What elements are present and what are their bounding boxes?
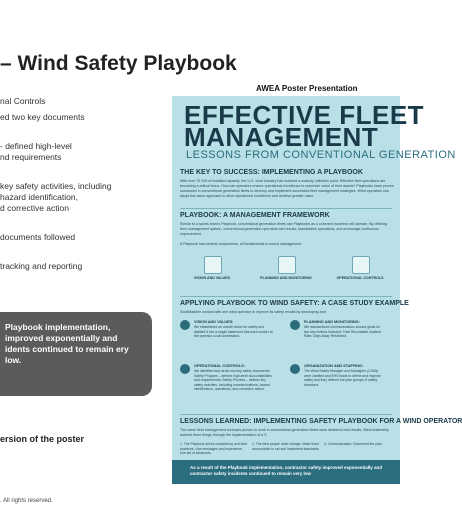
case-item-title: ORGANIZATION AND STAFFING: [304, 364, 364, 368]
case-item-body: The Wind Safety Manager and Managers (CSMs) were clarified and EHS leads to define and improve safety and they defined the plan groups of safety decisions. [304, 369, 382, 387]
divider [180, 296, 392, 297]
bullet-item: key safety activities, including [0, 181, 112, 191]
result-callout [0, 312, 152, 396]
chart-icon [290, 320, 300, 330]
eye-icon [180, 320, 190, 330]
icon-label: OPERATIONAL CONTROLS [336, 276, 384, 280]
poster-section-note: A Playbook has several components, all fundamental to sound management: [180, 242, 303, 246]
poster-section-title: PLAYBOOK: A MANAGEMENT FRAMEWORK [180, 212, 330, 219]
gear-icon [352, 256, 370, 274]
poster-section-title: LESSONS LEARNED: IMPLEMENTING SAFETY PLAYBOOK FOR A WIND OPERATOR [180, 418, 462, 425]
bullet-item: tracking and reporting [0, 261, 83, 271]
poster-section-title: APPLYING PLAYBOOK TO WIND SAFETY: A CASE STUDY EXAMPLE [180, 300, 409, 307]
bullet-item: documents followed [0, 232, 76, 242]
eye-icon [204, 256, 222, 274]
bullet-item: nal Controls [0, 96, 46, 106]
case-item-body: We established an overall vision for safety and distilled it into a single statement that each worker at the operator could understand. [194, 325, 273, 338]
poster-subheadline: LESSONS FROM CONVENTIONAL GENERATION [186, 149, 456, 161]
case-item-title: PLANNING AND MONITORING: [304, 320, 360, 324]
poster-section-text: The same fleet management concepts proven to work in conventional generation fleets were delivered real results. Wind leadership learned three things through the implementation of a S [180, 428, 389, 437]
case-item-title: VISION AND VALUES: [194, 320, 234, 324]
bullet-item: d corrective action [0, 203, 69, 213]
lesson-item: 2. The best people drive change. Make them accountable to set and implement standards. [252, 442, 320, 451]
bullet-item: nd requirements [0, 152, 62, 162]
copyright-text: . All rights reserved. [0, 498, 53, 504]
poster-section-title: THE KEY TO SUCCESS: IMPLEMENTING A PLAYBOOK [180, 169, 363, 176]
icon-label: PLANNING AND MONITORING [260, 276, 312, 280]
gear-icon [180, 364, 190, 374]
bullet-item: ed two key documents [0, 112, 85, 122]
people-icon [290, 364, 300, 374]
icon-label: VISION AND VALUES [193, 276, 231, 280]
bullet-list [0, 96, 168, 277]
poster-headline: EFFECTIVE FLEET [184, 100, 425, 130]
divider [180, 414, 392, 415]
bullet-item: - defined high-level [0, 141, 72, 151]
divider [180, 208, 392, 209]
lesson-item: 3. Communication. Document the plan. [324, 442, 383, 446]
lesson-item: 1. The Playbook drives consistency and best practices. Use messages and experience, one set of behaviors. [180, 442, 248, 455]
version-note: ersion of the poster [0, 434, 85, 444]
poster-section-text: With over 70 GW of installed capacity, the U.S. wind industry has reached a maturity inflection point. Effective fleet operations are becoming a critical focus. How can operators ensure operational excellence to maximize value of their assets? Playbooks have proven successful in conventional generation fleets to develop and implement successful fleet management strategies. Wind operators can adopt this same approach to drive operational excellence and achieve greater value. [180, 179, 394, 198]
bullet-item: hazard identification, [0, 192, 78, 202]
case-item-title: OPERATIONAL CONTROLS: [194, 364, 245, 368]
banner-text: As a result of the Playbook implementation, contractor safety improved exponentially and contractor safety incidents continued to remain very low [190, 465, 383, 476]
chart-icon [278, 256, 296, 274]
case-item-body: We identified and wrote two key safety documents: Safety Program – defines high-level accountabilities and requirements; Safety Process – defines key safety activities, including communications, hazard identification, operations, and corrective action. [194, 369, 272, 391]
poster-section-text: Similar to a sports team's Playbook, conventional generation fleets use Playbooks as a coherent business will operate. By defining their management system, conventional generation operators can results, standardize operations, and encourage continuous improvement. [180, 222, 388, 236]
poster-image [172, 96, 462, 484]
poster-section-text: ScottMadden worked with one wind operator to improve its safety results by developing and [180, 310, 326, 314]
poster-label: AWEA Poster Presentation [256, 84, 358, 93]
callout-text: Playbook implementation, improved exponentially and idents continued to remain ery low. [5, 322, 129, 365]
slide-title: – Wind Safety Playbook [0, 52, 237, 75]
poster-result-banner [172, 460, 400, 484]
case-item-body: We standardized communications around goals for two key metrics included: Total Recordable Incident Rate; Days Away Restricted. [304, 325, 382, 338]
poster-headline: MANAGEMENT [184, 122, 379, 152]
